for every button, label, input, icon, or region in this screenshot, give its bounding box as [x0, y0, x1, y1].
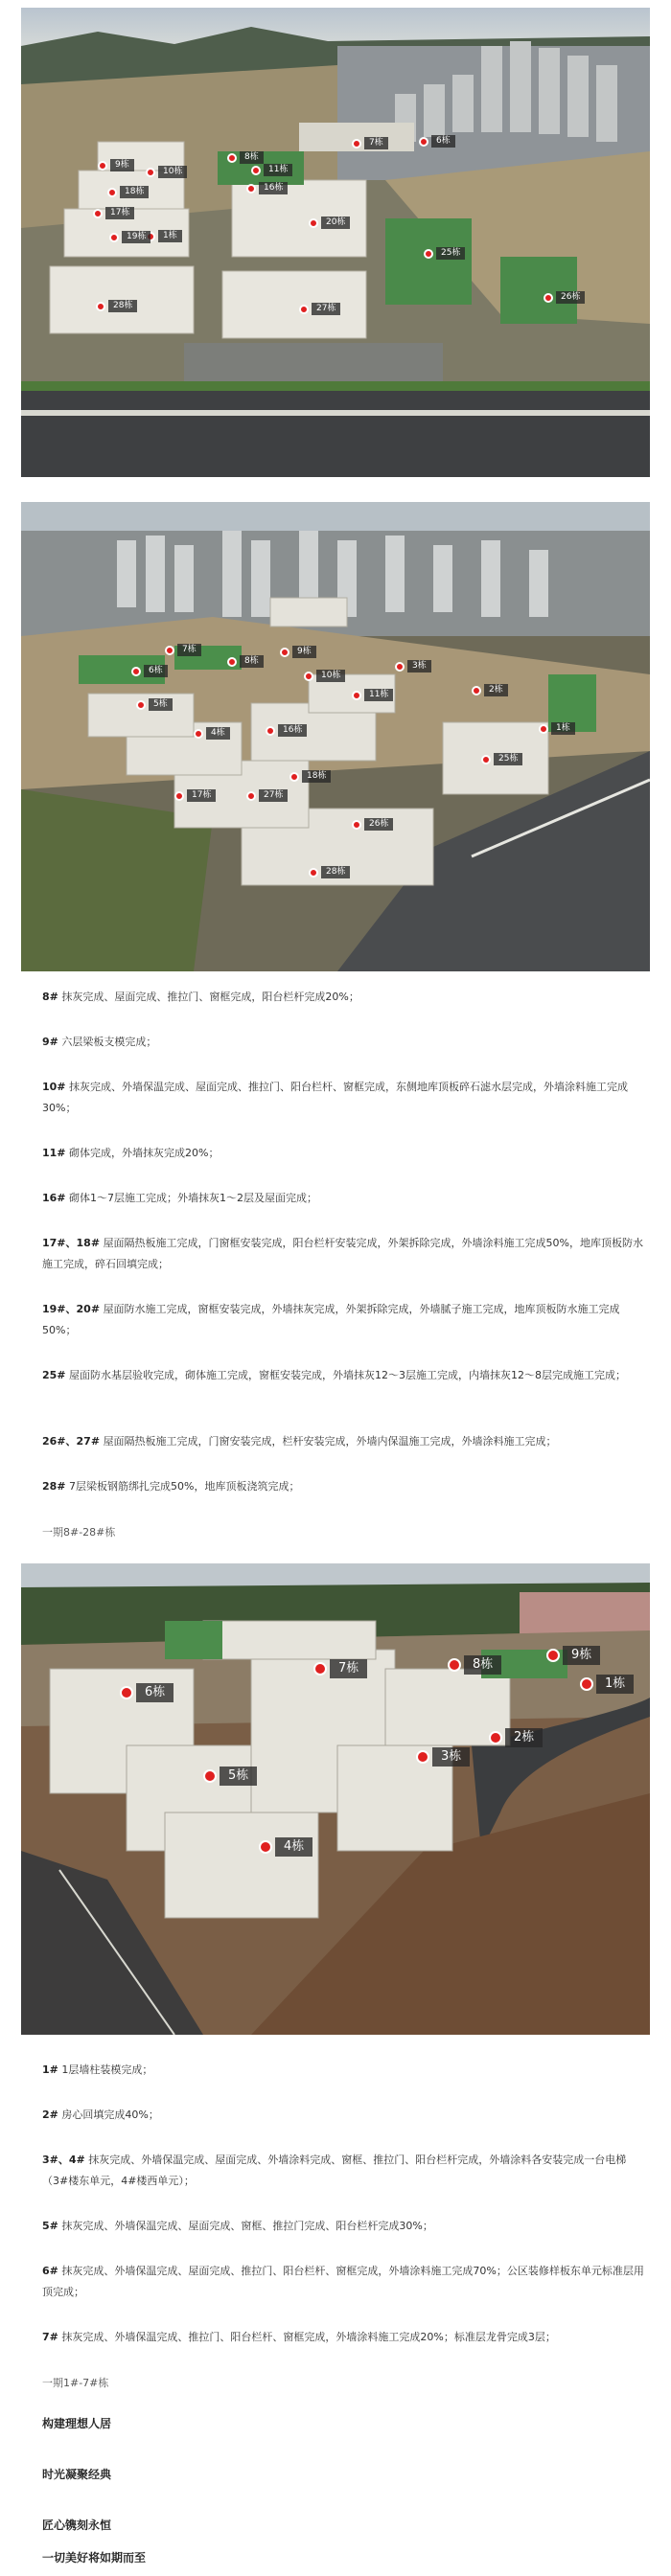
- location-pin-icon: [352, 820, 361, 830]
- building-number: 25#: [42, 1369, 66, 1381]
- building-label: 26栋: [364, 818, 393, 831]
- building-label: 7栋: [364, 137, 388, 149]
- building-number: 2#: [42, 2109, 58, 2121]
- progress-text: 抹灰完成、外墙保温完成、屋面完成、窗框、推拉门完成、阳台栏杆完成30%；: [61, 2220, 433, 2232]
- progress-text: 抹灰完成、外墙保温完成、屋面完成、推拉门、阳台栏杆、窗框完成，外墙涂料施工完成70%；公区装修样板东单元标准层用顶完成；: [42, 2265, 644, 2298]
- location-pin-icon: [165, 646, 174, 655]
- progress-item-10: [42, 1077, 644, 1119]
- aerial-photo-2-image: [21, 502, 650, 971]
- building-label-pin: [120, 1683, 174, 1702]
- location-pin-icon: [227, 657, 237, 667]
- building-label-pin: [448, 1655, 501, 1675]
- location-pin-icon: [304, 672, 313, 681]
- building-label-pin: [395, 660, 431, 672]
- progress-item-17-18: [42, 1233, 644, 1275]
- location-pin-icon: [227, 153, 237, 163]
- building-number: 17#、18#: [42, 1237, 101, 1249]
- building-label-pin: [246, 789, 288, 802]
- location-pin-icon: [136, 700, 146, 710]
- location-pin-icon: [546, 1649, 560, 1662]
- building-label: 2栋: [484, 684, 508, 696]
- building-label-pin: [309, 866, 350, 878]
- building-number: 28#: [42, 1480, 66, 1493]
- progress-item-3-4: [42, 2150, 644, 2192]
- building-label-pin: [246, 182, 288, 194]
- building-label-pin: [580, 1675, 634, 1694]
- location-pin-icon: [246, 184, 256, 194]
- location-pin-icon: [93, 209, 103, 218]
- building-label-pin: [131, 665, 168, 677]
- building-label: 25栋: [436, 247, 465, 260]
- building-label: 10栋: [316, 670, 345, 682]
- building-label-pin: [416, 1747, 470, 1767]
- location-pin-icon: [309, 218, 318, 228]
- building-label-pin: [546, 1646, 600, 1665]
- building-label: 4栋: [275, 1837, 312, 1857]
- building-label: 25栋: [494, 753, 522, 765]
- building-label-pin: [203, 1767, 257, 1786]
- progress-item-7: [42, 2327, 644, 2348]
- building-label-pin: [419, 135, 455, 148]
- building-label: 7栋: [330, 1659, 367, 1678]
- progress-text: 抹灰完成、外墙保温完成、屋面完成、外墙涂料完成、窗框、推拉门、阳台栏杆完成，外墙涂料各安装完成一台电梯（3#楼东单元，4#楼西单元）；: [42, 2154, 627, 2187]
- photo-caption: 一期1#-7#栋: [42, 2377, 109, 2389]
- building-label-pin: [289, 770, 331, 783]
- building-label-pin: [146, 230, 182, 242]
- location-pin-icon: [259, 1840, 272, 1854]
- building-label: 18栋: [302, 770, 331, 783]
- location-pin-icon: [109, 233, 119, 242]
- building-label: 20栋: [321, 217, 350, 229]
- building-label: 9栋: [563, 1646, 600, 1665]
- progress-item-5: [42, 2216, 644, 2237]
- building-label: 17栋: [187, 789, 216, 802]
- building-label-pin: [544, 291, 585, 304]
- building-label-pin: [481, 753, 522, 765]
- building-label-pin: [489, 1728, 543, 1747]
- building-label-pin: [304, 670, 345, 682]
- building-number: 16#: [42, 1192, 66, 1204]
- progress-item-26-27: [42, 1431, 644, 1452]
- building-label: 9栋: [292, 646, 316, 658]
- building-number: 11#: [42, 1147, 66, 1159]
- location-pin-icon: [120, 1686, 133, 1699]
- progress-item-11: [42, 1143, 644, 1164]
- building-number: 3#、4#: [42, 2154, 85, 2166]
- building-label-pin: [93, 207, 134, 219]
- building-label-pin: [107, 186, 149, 198]
- location-pin-icon: [203, 1769, 217, 1783]
- building-label-pin: [227, 151, 264, 164]
- building-label: 18栋: [120, 186, 149, 198]
- building-label: 11栋: [364, 689, 393, 701]
- photo-caption: 一期8#-28#栋: [42, 1526, 116, 1539]
- building-label: 11栋: [264, 164, 292, 176]
- location-pin-icon: [194, 729, 203, 739]
- building-label-pin: [98, 159, 134, 171]
- building-label: 5栋: [149, 698, 173, 711]
- location-pin-icon: [98, 161, 107, 171]
- progress-text: 房心回填完成40%；: [61, 2109, 159, 2121]
- building-label: 10栋: [158, 166, 187, 178]
- progress-text: 屋面防水施工完成，窗框安装完成，外墙抹灰完成，外架拆除完成，外墙腻子施工完成，地库顶板防水施工完成50%；: [42, 1303, 620, 1336]
- progress-text: 抹灰完成、屋面完成、推拉门、窗框完成，阳台栏杆完成20%；: [61, 991, 359, 1003]
- aerial-photo-3-image: [21, 1563, 650, 2035]
- building-label: 6栋: [136, 1683, 174, 1702]
- progress-item-28: [42, 1476, 644, 1497]
- progress-text: 砌体1～7层施工完成；外墙抹灰1～2层及屋面完成；: [69, 1192, 318, 1204]
- building-label: 1栋: [551, 722, 575, 735]
- building-label-pin: [280, 646, 316, 658]
- building-label-pin: [251, 164, 292, 176]
- aerial-photo-3: [21, 1563, 650, 2035]
- building-label-pin: [266, 724, 307, 737]
- progress-text: 屋面隔热板施工完成，门窗框安装完成，阳台栏杆安装完成，外架拆除完成，外墙涂料施工完成50%，地库顶板防水施工完成，碎石回填完成；: [42, 1237, 644, 1270]
- slogan-line: 匠心镌刻永恒: [42, 2519, 112, 2532]
- building-number: 1#: [42, 2063, 58, 2076]
- building-label-pin: [352, 137, 388, 149]
- location-pin-icon: [289, 772, 299, 782]
- building-label: 16栋: [259, 182, 288, 194]
- location-pin-icon: [544, 293, 553, 303]
- location-pin-icon: [280, 648, 289, 657]
- building-label-pin: [299, 303, 340, 315]
- aerial-photo-2: [21, 502, 650, 971]
- building-label-pin: [109, 231, 150, 243]
- progress-item-19-20: [42, 1299, 644, 1341]
- location-pin-icon: [416, 1750, 429, 1764]
- building-label-pin: [96, 300, 137, 312]
- building-number: 19#、20#: [42, 1303, 101, 1315]
- building-label-pin: [472, 684, 508, 696]
- progress-text: 六层梁板支模完成；: [61, 1036, 157, 1048]
- location-pin-icon: [146, 168, 155, 177]
- progress-text: 砌体完成，外墙抹灰完成20%；: [69, 1147, 220, 1159]
- building-label: 8栋: [240, 655, 264, 668]
- location-pin-icon: [251, 166, 261, 175]
- building-label-pin: [259, 1837, 312, 1857]
- progress-text: 屋面防水基层验收完成，砌体施工完成，窗框安装完成，外墙抹灰12～3层施工完成，内墙抹灰12～8层完成施工完成；: [69, 1369, 627, 1381]
- building-number: 7#: [42, 2331, 58, 2343]
- location-pin-icon: [131, 667, 141, 676]
- location-pin-icon: [580, 1677, 593, 1691]
- slogan-line: 一切美好将如期而至: [42, 2551, 147, 2565]
- progress-item-16: [42, 1188, 644, 1209]
- aerial-photo-1: [21, 8, 650, 477]
- building-number: 5#: [42, 2220, 58, 2232]
- building-label: 3栋: [407, 660, 431, 672]
- building-label: 6栋: [144, 665, 168, 677]
- building-number: 10#: [42, 1081, 66, 1093]
- building-label: 6栋: [431, 135, 455, 148]
- building-label-pin: [165, 644, 201, 656]
- building-label-pin: [136, 698, 173, 711]
- progress-text: 抹灰完成、外墙保温完成、推拉门、阳台栏杆、窗框完成，外墙涂料施工完成20%；标准层龙骨完成3层；: [61, 2331, 556, 2343]
- building-number: 6#: [42, 2265, 58, 2277]
- location-pin-icon: [299, 305, 309, 314]
- location-pin-icon: [424, 249, 433, 259]
- building-label-pin: [424, 247, 465, 260]
- building-number: 26#、27#: [42, 1435, 101, 1448]
- building-label: 28栋: [108, 300, 137, 312]
- progress-item-6: [42, 2261, 644, 2303]
- building-label: 7栋: [177, 644, 201, 656]
- building-label: 26栋: [556, 291, 585, 304]
- progress-item-9: [42, 1032, 644, 1053]
- building-label: 1栋: [158, 230, 182, 242]
- progress-item-8: [42, 987, 644, 1008]
- building-label-pin: [352, 689, 393, 701]
- building-label-pin: [174, 789, 216, 802]
- slogan-line: 时光凝聚经典: [42, 2468, 112, 2481]
- building-label: 8栋: [464, 1655, 501, 1675]
- location-pin-icon: [174, 791, 184, 801]
- location-pin-icon: [448, 1658, 461, 1672]
- progress-item-25: [42, 1365, 644, 1386]
- building-label: 3栋: [432, 1747, 470, 1767]
- building-label-pin: [227, 655, 264, 668]
- building-label: 9栋: [110, 159, 134, 171]
- progress-text: 屋面隔热板施工完成，门窗安装完成，栏杆安装完成，外墙内保温施工完成，外墙涂料施工完成；: [103, 1435, 557, 1448]
- building-label: 4栋: [206, 727, 230, 740]
- progress-item-2: [42, 2105, 644, 2126]
- progress-text: 1层墙柱装模完成；: [61, 2063, 153, 2076]
- building-label: 27栋: [259, 789, 288, 802]
- location-pin-icon: [481, 755, 491, 764]
- location-pin-icon: [96, 302, 105, 311]
- location-pin-icon: [246, 791, 256, 801]
- building-label: 16栋: [278, 724, 307, 737]
- building-label: 8栋: [240, 151, 264, 164]
- building-label-pin: [539, 722, 575, 735]
- building-label: 1栋: [596, 1675, 634, 1694]
- progress-item-1: [42, 2060, 644, 2081]
- location-pin-icon: [472, 686, 481, 695]
- location-pin-icon: [266, 726, 275, 736]
- building-number: 9#: [42, 1036, 58, 1048]
- location-pin-icon: [313, 1662, 327, 1676]
- location-pin-icon: [352, 691, 361, 700]
- slogan-line: 构建理想人居: [42, 2417, 112, 2430]
- building-label: 17栋: [105, 207, 134, 219]
- location-pin-icon: [419, 137, 428, 147]
- location-pin-icon: [395, 662, 405, 672]
- building-label: 5栋: [220, 1767, 257, 1786]
- location-pin-icon: [107, 188, 117, 197]
- building-label-pin: [146, 166, 187, 178]
- location-pin-icon: [489, 1731, 502, 1744]
- building-number: 8#: [42, 991, 58, 1003]
- building-label: 19栋: [122, 231, 150, 243]
- building-label-pin: [352, 818, 393, 831]
- location-pin-icon: [539, 724, 548, 734]
- location-pin-icon: [352, 139, 361, 148]
- progress-text: 抹灰完成、外墙保温完成、屋面完成、推拉门、阳台栏杆、窗框完成，东侧地库顶板碎石滤水层完成，外墙涂料施工完成30%；: [42, 1081, 629, 1114]
- progress-text: 7层梁板钢筋绑扎完成50%，地库顶板浇筑完成；: [69, 1480, 300, 1493]
- building-label-pin: [313, 1659, 367, 1678]
- building-label: 2栋: [505, 1728, 543, 1747]
- building-label-pin: [194, 727, 230, 740]
- building-label: 28栋: [321, 866, 350, 878]
- building-label: 27栋: [312, 303, 340, 315]
- building-label-pin: [309, 217, 350, 229]
- location-pin-icon: [309, 868, 318, 878]
